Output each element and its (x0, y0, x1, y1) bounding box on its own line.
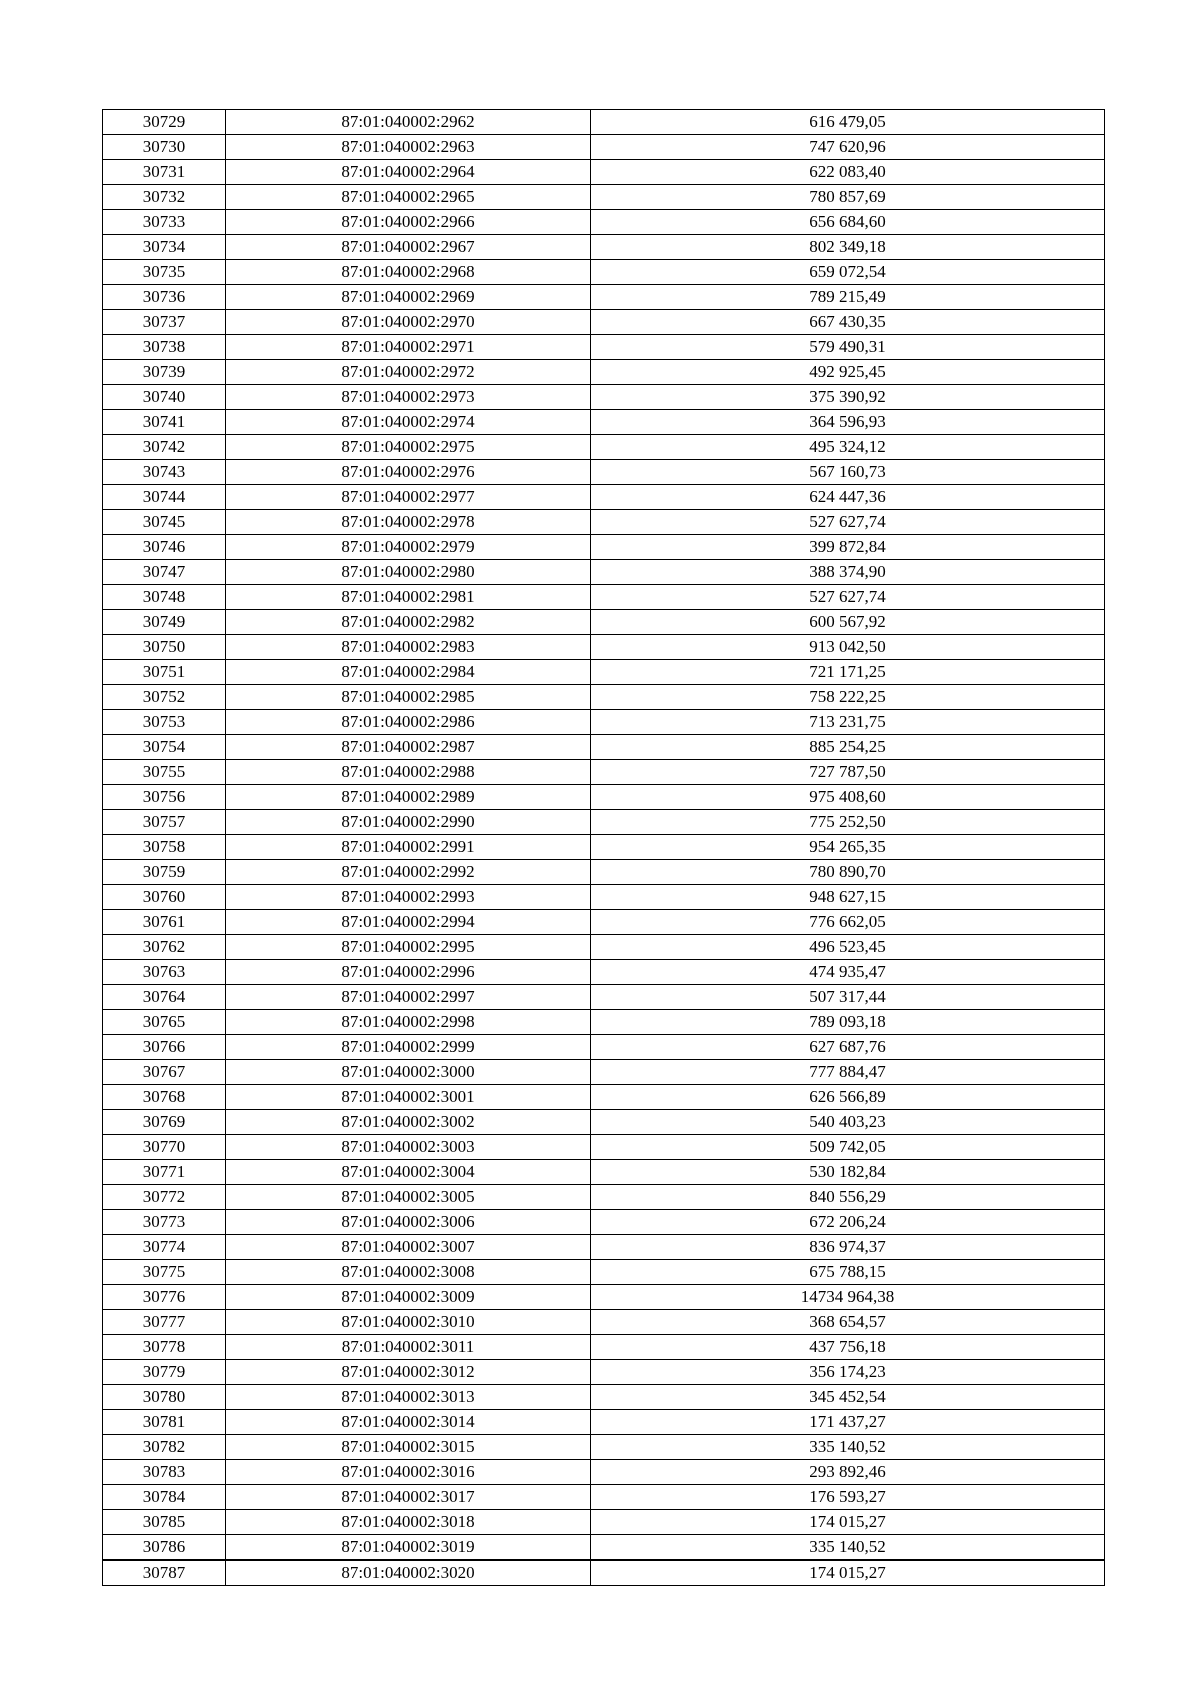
cadastral-number-cell: 87:01:040002:2999 (226, 1035, 591, 1060)
cadastral-number-cell: 87:01:040002:2970 (226, 310, 591, 335)
row-number-cell: 30730 (103, 135, 226, 160)
cadastral-number-cell: 87:01:040002:2987 (226, 735, 591, 760)
cadastral-value-cell: 399 872,84 (591, 535, 1105, 560)
row-number-cell: 30737 (103, 310, 226, 335)
row-number-cell: 30738 (103, 335, 226, 360)
table-row (103, 1285, 1105, 1310)
cadastral-number-cell: 87:01:040002:2965 (226, 185, 591, 210)
cadastral-value-cell: 174 015,27 (591, 1510, 1105, 1535)
table-row (103, 1310, 1105, 1335)
cadastral-value-cell: 624 447,36 (591, 485, 1105, 510)
row-number-cell: 30747 (103, 560, 226, 585)
row-number-cell: 30752 (103, 685, 226, 710)
row-number-cell: 30765 (103, 1010, 226, 1035)
cadastral-value-cell: 364 596,93 (591, 410, 1105, 435)
table-row (103, 135, 1105, 160)
cadastral-number-cell: 87:01:040002:2964 (226, 160, 591, 185)
cadastral-number-cell: 87:01:040002:3010 (226, 1310, 591, 1335)
row-number-cell: 30756 (103, 785, 226, 810)
cadastral-number-cell: 87:01:040002:2981 (226, 585, 591, 610)
cadastral-number-cell: 87:01:040002:3018 (226, 1510, 591, 1535)
cadastral-number-cell: 87:01:040002:3012 (226, 1360, 591, 1385)
table-row (103, 1060, 1105, 1085)
cadastral-value-cell: 975 408,60 (591, 785, 1105, 810)
table-row (103, 1485, 1105, 1510)
cadastral-number-cell: 87:01:040002:2971 (226, 335, 591, 360)
cadastral-number-cell: 87:01:040002:2977 (226, 485, 591, 510)
cadastral-number-cell: 87:01:040002:2962 (226, 110, 591, 135)
table-row (103, 1510, 1105, 1535)
row-number-cell: 30787 (103, 1560, 226, 1586)
cadastral-value-cell: 721 171,25 (591, 660, 1105, 685)
table-row (103, 660, 1105, 685)
cadastral-value-cell: 836 974,37 (591, 1235, 1105, 1260)
cadastral-number-cell: 87:01:040002:2975 (226, 435, 591, 460)
cadastral-number-cell: 87:01:040002:3016 (226, 1460, 591, 1485)
row-number-cell: 30763 (103, 960, 226, 985)
table-row (103, 485, 1105, 510)
cadastral-number-cell: 87:01:040002:2973 (226, 385, 591, 410)
cadastral-value-cell: 672 206,24 (591, 1210, 1105, 1235)
cadastral-number-cell: 87:01:040002:2997 (226, 985, 591, 1010)
table-row (103, 435, 1105, 460)
cadastral-number-cell: 87:01:040002:2983 (226, 635, 591, 660)
row-number-cell: 30733 (103, 210, 226, 235)
cadastral-number-cell: 87:01:040002:2994 (226, 910, 591, 935)
cadastral-value-cell: 789 093,18 (591, 1010, 1105, 1035)
cadastral-value-cell: 656 684,60 (591, 210, 1105, 235)
row-number-cell: 30735 (103, 260, 226, 285)
table-row (103, 785, 1105, 810)
table-row (103, 760, 1105, 785)
cadastral-value-cell: 495 324,12 (591, 435, 1105, 460)
row-number-cell: 30777 (103, 1310, 226, 1335)
cadastral-number-cell: 87:01:040002:3002 (226, 1110, 591, 1135)
table-row (103, 160, 1105, 185)
table-row (103, 335, 1105, 360)
table-row (103, 110, 1105, 135)
row-number-cell: 30778 (103, 1335, 226, 1360)
cadastral-number-cell: 87:01:040002:2996 (226, 960, 591, 985)
table-row (103, 1160, 1105, 1185)
cadastral-number-cell: 87:01:040002:3007 (226, 1235, 591, 1260)
table-row (103, 1135, 1105, 1160)
table-row (103, 710, 1105, 735)
row-number-cell: 30781 (103, 1410, 226, 1435)
cadastral-value-cell: 14734 964,38 (591, 1285, 1105, 1310)
table-row (103, 285, 1105, 310)
row-number-cell: 30782 (103, 1435, 226, 1460)
cadastral-value-cell: 780 857,69 (591, 185, 1105, 210)
row-number-cell: 30764 (103, 985, 226, 1010)
cadastral-number-cell: 87:01:040002:3004 (226, 1160, 591, 1185)
cadastral-value-cell: 616 479,05 (591, 110, 1105, 135)
row-number-cell: 30783 (103, 1460, 226, 1485)
table-row (103, 1235, 1105, 1260)
row-number-cell: 30779 (103, 1360, 226, 1385)
cadastral-number-cell: 87:01:040002:2966 (226, 210, 591, 235)
table-row (103, 210, 1105, 235)
table-row (103, 1210, 1105, 1235)
row-number-cell: 30732 (103, 185, 226, 210)
cadastral-number-cell: 87:01:040002:2984 (226, 660, 591, 685)
cadastral-number-cell: 87:01:040002:2986 (226, 710, 591, 735)
cadastral-value-cell: 345 452,54 (591, 1385, 1105, 1410)
cadastral-value-cell: 507 317,44 (591, 985, 1105, 1010)
row-number-cell: 30749 (103, 610, 226, 635)
table-row (103, 935, 1105, 960)
cadastral-value-cell: 293 892,46 (591, 1460, 1105, 1485)
cadastral-number-cell: 87:01:040002:3003 (226, 1135, 591, 1160)
table-row (103, 810, 1105, 835)
row-number-cell: 30762 (103, 935, 226, 960)
cadastral-value-cell: 622 083,40 (591, 160, 1105, 185)
row-number-cell: 30754 (103, 735, 226, 760)
cadastral-value-cell: 667 430,35 (591, 310, 1105, 335)
cadastral-value-cell: 171 437,27 (591, 1410, 1105, 1435)
row-number-cell: 30771 (103, 1160, 226, 1185)
table-row (103, 1435, 1105, 1460)
cadastral-value-cell: 527 627,74 (591, 585, 1105, 610)
table-row (103, 1385, 1105, 1410)
row-number-cell: 30751 (103, 660, 226, 685)
cadastral-value-cell: 675 788,15 (591, 1260, 1105, 1285)
cadastral-number-cell: 87:01:040002:3008 (226, 1260, 591, 1285)
table-row (103, 260, 1105, 285)
cadastral-value-cell: 474 935,47 (591, 960, 1105, 985)
row-number-cell: 30753 (103, 710, 226, 735)
table-row (103, 585, 1105, 610)
cadastral-value-cell: 713 231,75 (591, 710, 1105, 735)
table-row (103, 1460, 1105, 1485)
cadastral-value-cell: 492 925,45 (591, 360, 1105, 385)
row-number-cell: 30746 (103, 535, 226, 560)
table-row (103, 960, 1105, 985)
row-number-cell: 30768 (103, 1085, 226, 1110)
cadastral-value-cell: 509 742,05 (591, 1135, 1105, 1160)
table-row (103, 735, 1105, 760)
table-row (103, 460, 1105, 485)
row-number-cell: 30775 (103, 1260, 226, 1285)
table-row (103, 685, 1105, 710)
cadastral-value-cell: 789 215,49 (591, 285, 1105, 310)
cadastral-number-cell: 87:01:040002:3011 (226, 1335, 591, 1360)
cadastral-value-cell: 776 662,05 (591, 910, 1105, 935)
cadastral-value-cell: 530 182,84 (591, 1160, 1105, 1185)
row-number-cell: 30745 (103, 510, 226, 535)
row-number-cell: 30776 (103, 1285, 226, 1310)
cadastral-number-cell: 87:01:040002:2995 (226, 935, 591, 960)
cadastral-number-cell: 87:01:040002:3014 (226, 1410, 591, 1435)
cadastral-value-cell: 174 015,27 (591, 1560, 1105, 1586)
cadastral-number-cell: 87:01:040002:2972 (226, 360, 591, 385)
cadastral-value-cell: 885 254,25 (591, 735, 1105, 760)
row-number-cell: 30748 (103, 585, 226, 610)
cadastral-number-cell: 87:01:040002:3006 (226, 1210, 591, 1235)
row-number-cell: 30760 (103, 885, 226, 910)
cadastral-value-cell: 567 160,73 (591, 460, 1105, 485)
cadastral-number-cell: 87:01:040002:3020 (226, 1560, 591, 1586)
table-row (103, 985, 1105, 1010)
table-row (103, 860, 1105, 885)
row-number-cell: 30784 (103, 1485, 226, 1510)
cadastral-number-cell: 87:01:040002:2988 (226, 760, 591, 785)
row-number-cell: 30742 (103, 435, 226, 460)
row-number-cell: 30758 (103, 835, 226, 860)
cadastral-value-cell: 948 627,15 (591, 885, 1105, 910)
cadastral-number-cell: 87:01:040002:2990 (226, 810, 591, 835)
cadastral-value-cell: 496 523,45 (591, 935, 1105, 960)
cadastral-number-cell: 87:01:040002:2968 (226, 260, 591, 285)
cadastral-value-cell: 527 627,74 (591, 510, 1105, 535)
cadastral-value-cell: 780 890,70 (591, 860, 1105, 885)
cadastral-value-cell: 626 566,89 (591, 1085, 1105, 1110)
row-number-cell: 30774 (103, 1235, 226, 1260)
cadastral-number-cell: 87:01:040002:2976 (226, 460, 591, 485)
table-row (103, 1535, 1105, 1561)
table-row (103, 1035, 1105, 1060)
table-row (103, 1560, 1105, 1586)
row-number-cell: 30757 (103, 810, 226, 835)
table-row (103, 1335, 1105, 1360)
row-number-cell: 30744 (103, 485, 226, 510)
cadastral-number-cell: 87:01:040002:3017 (226, 1485, 591, 1510)
cadastral-value-cell: 913 042,50 (591, 635, 1105, 660)
cadastral-value-cell: 840 556,29 (591, 1185, 1105, 1210)
table-row (103, 885, 1105, 910)
table-row (103, 610, 1105, 635)
table-body (103, 110, 1105, 1586)
row-number-cell: 30736 (103, 285, 226, 310)
cadastral-number-cell: 87:01:040002:3013 (226, 1385, 591, 1410)
row-number-cell: 30759 (103, 860, 226, 885)
row-number-cell: 30739 (103, 360, 226, 385)
cadastral-number-cell: 87:01:040002:2967 (226, 235, 591, 260)
row-number-cell: 30780 (103, 1385, 226, 1410)
cadastral-value-cell: 777 884,47 (591, 1060, 1105, 1085)
cadastral-value-cell: 747 620,96 (591, 135, 1105, 160)
cadastral-value-cell: 627 687,76 (591, 1035, 1105, 1060)
table-row (103, 1085, 1105, 1110)
table-row (103, 1260, 1105, 1285)
cadastral-number-cell: 87:01:040002:2992 (226, 860, 591, 885)
table-row (103, 1185, 1105, 1210)
cadastral-value-cell: 659 072,54 (591, 260, 1105, 285)
cadastral-number-cell: 87:01:040002:2982 (226, 610, 591, 635)
row-number-cell: 30761 (103, 910, 226, 935)
cadastral-value-cell: 758 222,25 (591, 685, 1105, 710)
cadastral-number-cell: 87:01:040002:2985 (226, 685, 591, 710)
table-row (103, 1010, 1105, 1035)
cadastral-value-cell: 802 349,18 (591, 235, 1105, 260)
table-row (103, 510, 1105, 535)
cadastral-value-cell: 600 567,92 (591, 610, 1105, 635)
cadastral-value-cell: 540 403,23 (591, 1110, 1105, 1135)
cadastral-value-cell: 356 174,23 (591, 1360, 1105, 1385)
cadastral-value-cell: 775 252,50 (591, 810, 1105, 835)
cadastral-number-cell: 87:01:040002:2969 (226, 285, 591, 310)
cadastral-number-cell: 87:01:040002:2980 (226, 560, 591, 585)
table-row (103, 410, 1105, 435)
cadastral-number-cell: 87:01:040002:2993 (226, 885, 591, 910)
row-number-cell: 30743 (103, 460, 226, 485)
row-number-cell: 30773 (103, 1210, 226, 1235)
table-row (103, 360, 1105, 385)
table-row (103, 1110, 1105, 1135)
cadastral-number-cell: 87:01:040002:3019 (226, 1535, 591, 1561)
row-number-cell: 30740 (103, 385, 226, 410)
cadastral-number-cell: 87:01:040002:3005 (226, 1185, 591, 1210)
cadastral-value-cell: 437 756,18 (591, 1335, 1105, 1360)
cadastral-value-cell: 727 787,50 (591, 760, 1105, 785)
row-number-cell: 30741 (103, 410, 226, 435)
cadastral-value-cell: 388 374,90 (591, 560, 1105, 585)
table-row (103, 1360, 1105, 1385)
cadastral-value-cell: 335 140,52 (591, 1535, 1105, 1561)
cadastral-number-cell: 87:01:040002:2979 (226, 535, 591, 560)
row-number-cell: 30766 (103, 1035, 226, 1060)
cadastral-value-table (102, 109, 1105, 1586)
row-number-cell: 30786 (103, 1535, 226, 1561)
row-number-cell: 30750 (103, 635, 226, 660)
cadastral-value-cell: 579 490,31 (591, 335, 1105, 360)
cadastral-value-cell: 375 390,92 (591, 385, 1105, 410)
row-number-cell: 30785 (103, 1510, 226, 1535)
table-row (103, 560, 1105, 585)
table-row (103, 535, 1105, 560)
row-number-cell: 30731 (103, 160, 226, 185)
row-number-cell: 30769 (103, 1110, 226, 1135)
cadastral-value-cell: 368 654,57 (591, 1310, 1105, 1335)
cadastral-number-cell: 87:01:040002:3015 (226, 1435, 591, 1460)
cadastral-number-cell: 87:01:040002:3000 (226, 1060, 591, 1085)
table-row (103, 310, 1105, 335)
cadastral-number-cell: 87:01:040002:2998 (226, 1010, 591, 1035)
table-row (103, 635, 1105, 660)
cadastral-number-cell: 87:01:040002:2991 (226, 835, 591, 860)
row-number-cell: 30755 (103, 760, 226, 785)
table-row (103, 385, 1105, 410)
row-number-cell: 30767 (103, 1060, 226, 1085)
row-number-cell: 30729 (103, 110, 226, 135)
table-row (103, 185, 1105, 210)
table-row (103, 835, 1105, 860)
cadastral-number-cell: 87:01:040002:2989 (226, 785, 591, 810)
cadastral-number-cell: 87:01:040002:3009 (226, 1285, 591, 1310)
row-number-cell: 30772 (103, 1185, 226, 1210)
table-row (103, 235, 1105, 260)
table-row (103, 1410, 1105, 1435)
cadastral-number-cell: 87:01:040002:2974 (226, 410, 591, 435)
cadastral-number-cell: 87:01:040002:2963 (226, 135, 591, 160)
row-number-cell: 30734 (103, 235, 226, 260)
cadastral-value-cell: 176 593,27 (591, 1485, 1105, 1510)
cadastral-number-cell: 87:01:040002:3001 (226, 1085, 591, 1110)
cadastral-value-cell: 335 140,52 (591, 1435, 1105, 1460)
table-row (103, 910, 1105, 935)
cadastral-number-cell: 87:01:040002:2978 (226, 510, 591, 535)
row-number-cell: 30770 (103, 1135, 226, 1160)
cadastral-value-cell: 954 265,35 (591, 835, 1105, 860)
